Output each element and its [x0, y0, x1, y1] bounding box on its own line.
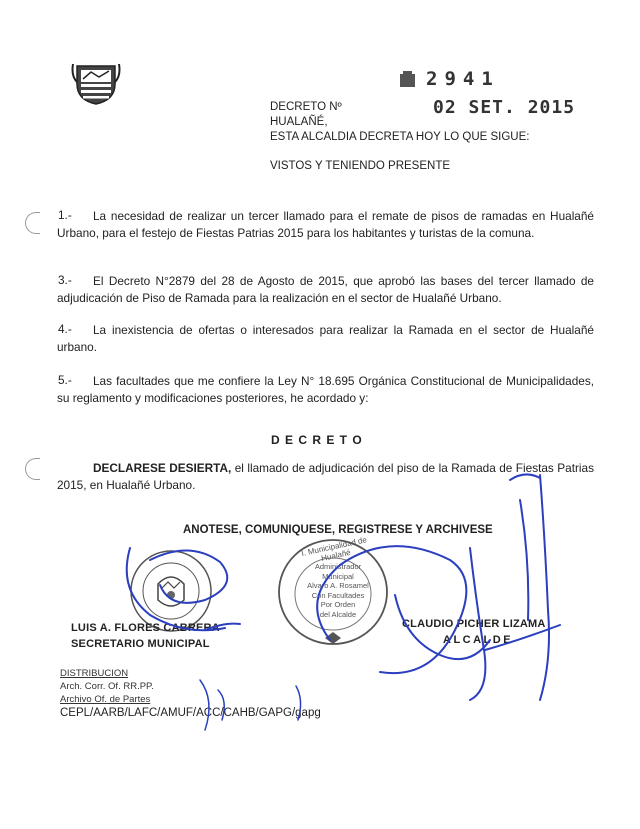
municipal-crest-icon [71, 62, 121, 106]
item-text: La necesidad de realizar un tercer llamado para el remate de pisos de ramadas en Hualañé Urbano, para el festejo de Fiestas Patrias 2015 para los habitantes y turistas de la comuna. [57, 209, 594, 240]
secretary-name: LUIS A. FLORES CABRERA [71, 622, 220, 634]
punch-hole-top [25, 212, 40, 234]
distribution-initials: CEPL/AARB/LAFC/AMUF/ACC/CAHB/GAPG/gapg [60, 707, 321, 719]
stamp-line: Administrador [314, 562, 362, 571]
decree-intro: ESTA ALCALDIA DECRETA HOY LO QUE SIGUE: [270, 131, 530, 143]
item-number: 4.- [58, 322, 72, 336]
mayor-name: CLAUDIO PICHER LIZAMA [402, 618, 546, 630]
item-number: 1.- [58, 208, 72, 222]
decision-text: el llamado de adjudicación del piso de la Ramada de Fiestas Patrias 2015, en Hualañé Urbano. [57, 461, 594, 492]
item-number: 5.- [58, 373, 72, 387]
item-text: El Decreto N°2879 del 28 de Agosto de 2015, que aprobó las bases del tercer llamado de adjudicación de Piso de Ramada para la realización en el sector de Hualañé Urbano. [57, 274, 594, 305]
stamp-line: Municipal [322, 571, 354, 581]
decree-date-stamp: 02 SET. 2015 [433, 97, 576, 118]
item-text: Las facultades que me confiere la Ley N° 18.695 Orgánica Constitucional de Municipalidades, su reglamento y modificaciones posteriores, he acordado y: [57, 374, 594, 405]
decision-paragraph [57, 460, 594, 493]
stamp-line: del Alcalde [319, 609, 357, 619]
distribution-line: Arch. Corr. Of. RR.PP. [60, 681, 154, 692]
stamp-inner-text [305, 562, 371, 619]
item-number: 3.- [58, 273, 72, 287]
vistos-heading: VISTOS Y TENIENDO PRESENTE [270, 160, 451, 172]
distribution-title: DISTRIBUCION [60, 668, 129, 679]
stamp-line: Con Facultades [311, 590, 365, 600]
secretary-title: SECRETARIO MUNICIPAL [71, 638, 210, 650]
item-text: La inexistencia de ofertas o interesados para realizar la Ramada en el sector de Hualañé urbano. [57, 323, 594, 354]
punch-hole-bottom [25, 458, 40, 480]
stamp-line: Por Orden [320, 600, 356, 609]
stamp-mark-icon [398, 70, 418, 90]
decree-number-stamp: 2941 [426, 68, 500, 90]
distribution-line: Archivo Of. de Partes [60, 694, 151, 705]
decree-label: DECRETO Nº [270, 101, 342, 113]
closing-formula: ANOTESE, COMUNIQUESE, REGISTRESE Y ARCHIVESE [183, 524, 493, 536]
decision-bold: DECLARESE DESIERTA, [93, 461, 232, 475]
place-label: HUALAÑÉ, [270, 116, 328, 128]
stamp-line: Alvaro A. Rosamel [307, 581, 369, 590]
stamp-ring-text: I. Municipalidad de Hualañé [300, 535, 368, 563]
mayor-title: ALCALDE [443, 634, 514, 646]
decreto-heading: D E C R E T O [271, 433, 363, 447]
